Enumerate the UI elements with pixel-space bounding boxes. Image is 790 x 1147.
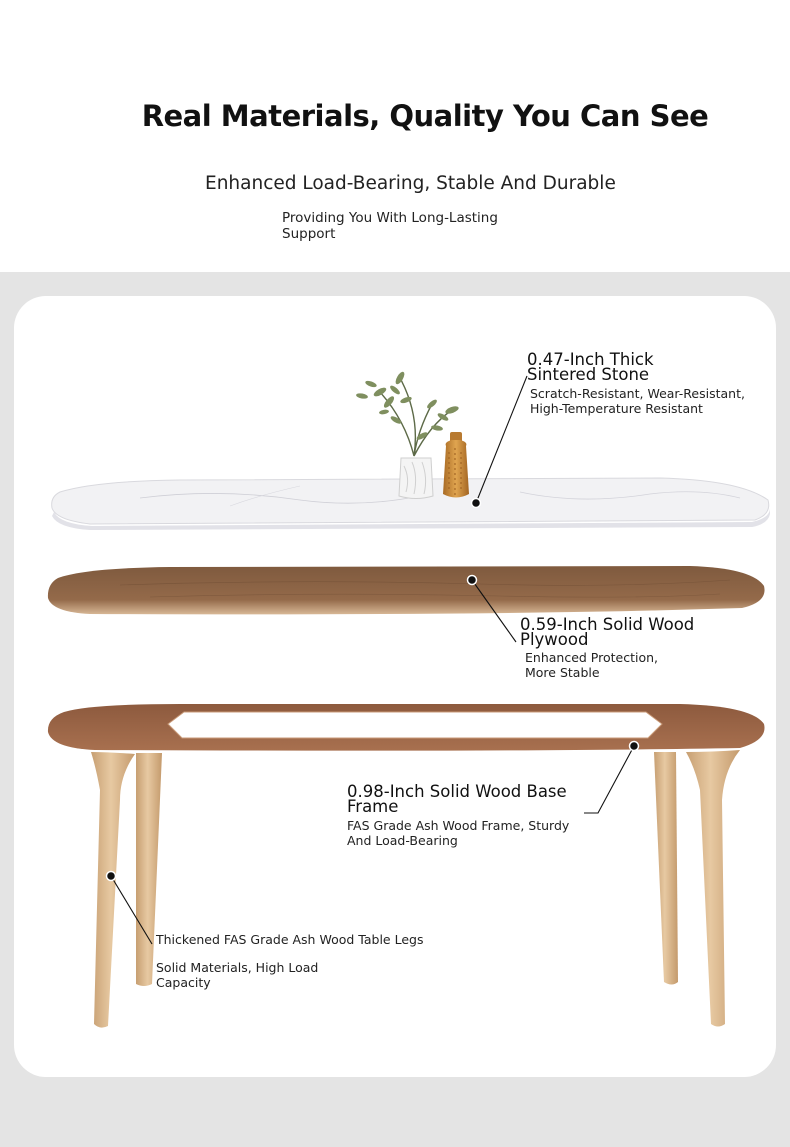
callout-title-line: Plywood [520, 630, 589, 649]
page-title: Real Materials, Quality You Can See [141, 99, 709, 133]
callout-title-line: 0.47-Inch Thick [527, 350, 654, 369]
callout-desc-line: FAS Grade Ash Wood Frame, Sturdy [347, 818, 570, 833]
callout-title-line: Frame [347, 797, 399, 816]
legs-callout-dot [107, 872, 116, 881]
legs-callout [156, 919, 456, 990]
stone-callout-title [527, 352, 767, 382]
solid-wood-plywood [48, 566, 765, 614]
callout-desc-line: Enhanced Protection, [525, 650, 659, 665]
vase-decoration [443, 432, 469, 498]
frame-callout-title [347, 784, 607, 814]
legs-callout-desc [156, 960, 456, 990]
plywood-callout-dot [468, 576, 477, 585]
description-line: Support [282, 226, 336, 242]
plywood-callout [520, 617, 760, 680]
stone-callout-dot [472, 499, 481, 508]
stone-callout-desc [530, 386, 767, 416]
callout-desc-line: Solid Materials, High Load [156, 960, 319, 975]
callout-title-line: Sintered Stone [527, 365, 650, 384]
callout-desc-line: Capacity [156, 975, 211, 990]
callout-title-line: 0.98-Inch Solid Wood Base [347, 782, 567, 801]
callout-desc-line: More Stable [525, 665, 600, 680]
callout-desc-line: High-Temperature Resistant [530, 401, 703, 416]
plywood-callout-desc [525, 650, 760, 680]
solid-wood-base-frame [48, 704, 765, 751]
callout-desc-line: Scratch-Resistant, Wear-Resistant, [530, 386, 745, 401]
frame-callout-desc [347, 818, 607, 848]
plywood-callout-title [520, 617, 760, 647]
description-line: Providing You With Long-Lasting [282, 210, 498, 226]
callout-title-line: 0.59-Inch Solid Wood [520, 615, 695, 634]
legs-callout-title: Thickened FAS Grade Ash Wood Table Legs [156, 932, 424, 947]
callout-desc-line: And Load-Bearing [347, 833, 458, 848]
page-subtitle: Enhanced Load-Bearing, Stable And Durable [205, 173, 616, 194]
stone-callout [527, 352, 767, 416]
frame-callout-dot [630, 742, 639, 751]
frame-callout [347, 784, 607, 848]
